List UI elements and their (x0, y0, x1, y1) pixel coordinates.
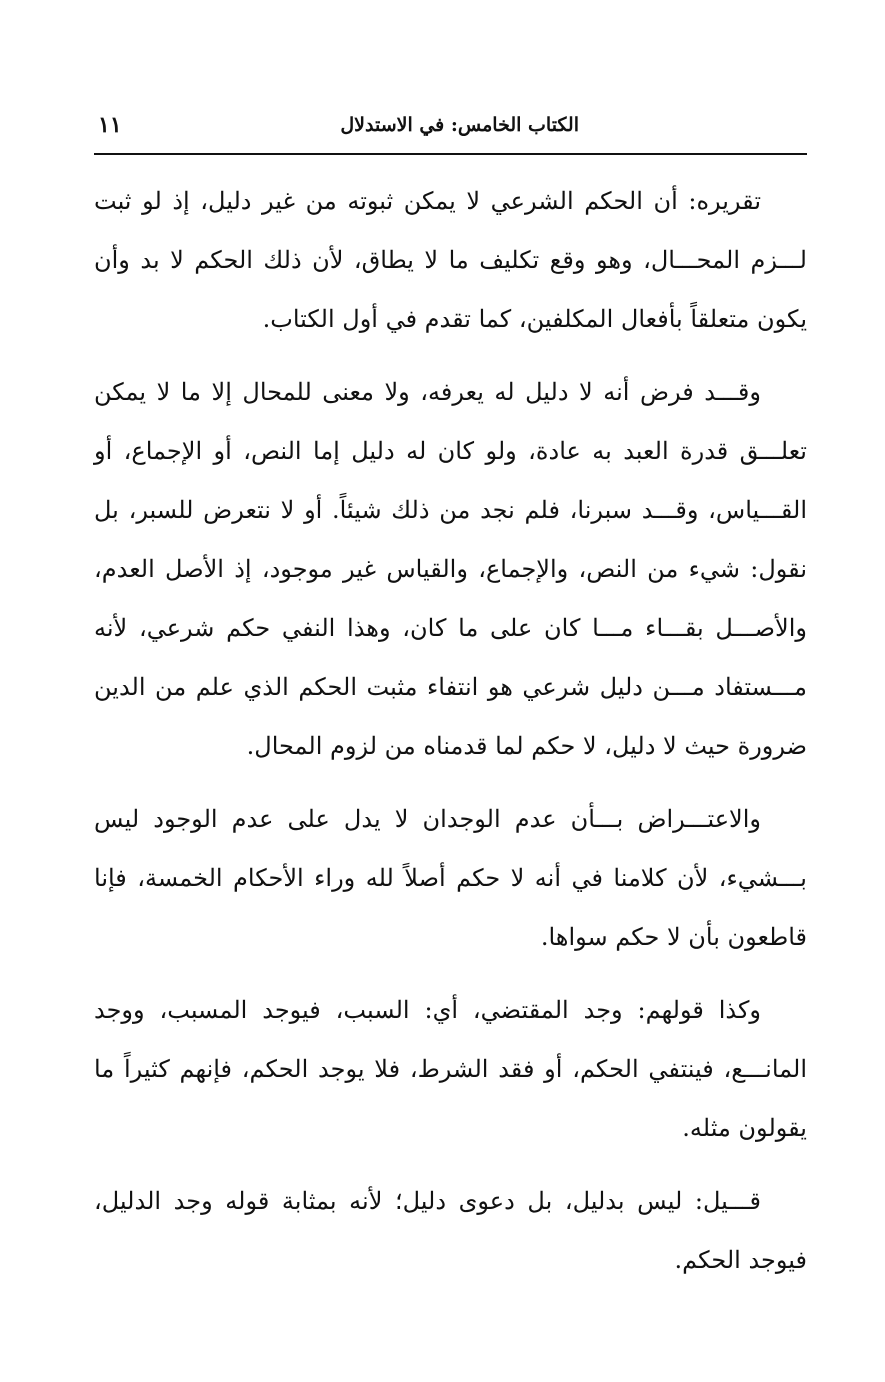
page-header (94, 112, 807, 152)
paragraph: وكذا قولهم: وجد المقتضي، أي: السبب، فيوجد المسبب، ووجد المانـــع، فينتفي الحكم، أو فقد الشرط، فلا يوجد الحكم، فإنهم كثيراً ما يقولون مثله. (94, 996, 807, 1142)
running-title: الكتاب الخامس: في الاستدلال (340, 114, 579, 136)
paragraph: والاعتـــراض بـــأن عدم الوجدان لا يدل على عدم الوجود ليس بـــشيء، لأن كلامنا في أنه لا حكم أصلاً لله وراء الأحكام الخمسة، فإنا قاطعون بأن لا حكم سواها. (94, 805, 807, 951)
paragraph: تقريره: أن الحكم الشرعي لا يمكن ثبوته من غير دليل، إذ لو ثبت لـــزم المحـــال، وهو وقع تكليف ما لا يطاق، لأن ذلك الحكم لا بد وأن يكون متعلقاً بأفعال المكلفين، كما تقدم في أول الكتاب. (94, 187, 807, 333)
paragraph: قـــيل: ليس بدليل، بل دعوى دليل؛ لأنه بمثابة قوله وجد الدليل، فيوجد الحكم. (94, 1187, 807, 1274)
body-text (94, 172, 807, 1304)
page-number: ١١ (98, 112, 122, 138)
header-rule (94, 153, 807, 155)
paragraph: وقـــد فرض أنه لا دليل له يعرفه، ولا معنى للمحال إلا ما لا يمكن تعلـــق قدرة العبد به عادة، ولو كان له دليل إما النص، أو الإجماع، أو القـــياس، وقـــد سبرنا، فلم نجد من ذلك شيئاً. أو لا نتعرض للسبر، بل نقول: شيء من النص، والإجماع، والقياس غير موجود، إذ الأصل العدم، والأصـــل بقـــاء مـــا كان على ما كان، وهذا النفي حكم شرعي، لأنه مـــستفاد مـــن دليل شرعي هو انتفاء مثبت الحكم الذي علم من الدين ضرورة حيث لا دليل، لا حكم لما قدمناه من لزوم المحال. (94, 378, 807, 760)
